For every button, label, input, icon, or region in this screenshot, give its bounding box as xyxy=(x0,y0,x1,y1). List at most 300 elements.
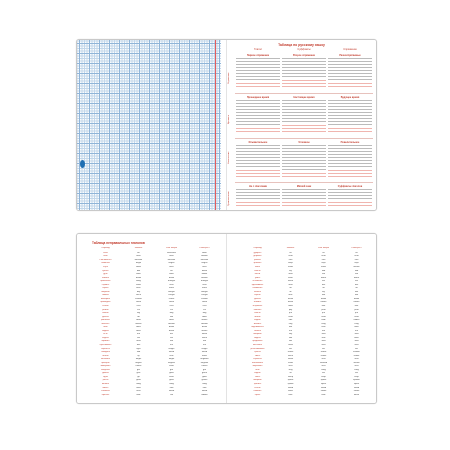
table-cell: говорить xyxy=(253,379,262,382)
verbs-page-right xyxy=(227,234,376,403)
column-header: Participle II xyxy=(199,247,210,249)
table-cell: chose xyxy=(168,297,175,300)
side-label: Времена xyxy=(228,114,230,124)
side-label: Правописание xyxy=(228,191,230,206)
table-cell: сиять xyxy=(254,354,261,357)
table-cell: caught xyxy=(168,294,175,297)
table-cell: рисовать xyxy=(101,319,110,322)
table-cell: dreamt xyxy=(168,322,175,325)
cell-heading: Настоящее время xyxy=(293,96,315,99)
table-cell: led xyxy=(322,273,325,276)
table-cell: gone xyxy=(202,375,207,378)
table-cell: forgive xyxy=(135,361,142,364)
table-cell: spend xyxy=(287,383,294,385)
table-cell: shaken xyxy=(353,351,360,354)
table-row xyxy=(89,393,221,397)
table-cell: плавать xyxy=(253,390,262,393)
table-cell: rung xyxy=(354,322,359,325)
table-cell: put xyxy=(289,312,292,315)
table-cell: петь xyxy=(255,368,260,371)
table-header xyxy=(89,247,221,251)
table-cell: выбирать xyxy=(100,297,111,300)
cell-heading: Изъявительное xyxy=(248,141,268,144)
table-cell: burnt xyxy=(169,287,174,290)
table-cell: let xyxy=(322,287,325,290)
table-cell: ломать xyxy=(102,276,109,279)
table-cell: lay xyxy=(289,269,292,272)
table-cell: laid xyxy=(354,269,359,272)
table-cell: made xyxy=(320,297,327,300)
table-cell: shook xyxy=(320,351,327,354)
table-cell: rang xyxy=(321,322,326,325)
table-cell xyxy=(236,185,280,209)
table-cell: делать xyxy=(254,297,261,300)
table-cell: had xyxy=(169,386,174,389)
table-cell: cut xyxy=(137,308,140,311)
table-cell: закрывать xyxy=(252,365,263,368)
column-head: Глагол xyxy=(253,48,262,51)
table-cell: feed xyxy=(136,340,141,343)
table-cell: eat xyxy=(137,333,140,336)
table-cell: начинать xyxy=(101,262,110,265)
table-cell: said xyxy=(354,333,359,336)
table-cell: bought xyxy=(168,290,175,293)
table-cell: did xyxy=(170,315,173,318)
cell-heading: Разноспрягаемые xyxy=(339,54,361,57)
table-cell: held xyxy=(321,255,326,258)
table-cell: got xyxy=(170,368,173,371)
table-cell: heard xyxy=(168,390,175,393)
table-cell: know xyxy=(288,265,293,268)
table-cell: прощать xyxy=(101,361,110,364)
table-cell: ridden xyxy=(353,319,360,322)
table-cell: held xyxy=(354,255,359,258)
notebook-spread-table xyxy=(76,233,377,404)
table-cell: become xyxy=(134,258,143,261)
table-cell: fought xyxy=(168,347,175,350)
table-cell: сидеть xyxy=(254,372,261,375)
table-cell: felt xyxy=(170,343,173,346)
brand-logo-icon xyxy=(80,160,85,168)
table-cell: forgiven xyxy=(200,361,209,364)
table-cell: taken xyxy=(353,393,360,396)
table-cell: broke xyxy=(168,276,175,279)
column-head: Суффиксы xyxy=(297,48,311,51)
cell-heading: Второе спряжение xyxy=(292,54,316,57)
table-cell: read xyxy=(354,315,359,318)
table-cell: drew xyxy=(169,319,174,322)
table-cell: иметь xyxy=(102,386,109,389)
table-cell: lend xyxy=(288,283,293,286)
table-cell: расти xyxy=(102,379,109,382)
table-cell: frozen xyxy=(201,365,208,368)
table-cell: hidden xyxy=(201,393,208,396)
table-cell: met xyxy=(321,304,326,307)
table-cell: устанавливать xyxy=(250,347,265,350)
table-cell: draw xyxy=(136,319,141,322)
table-cell: cut xyxy=(170,308,173,311)
table-cell: позволять xyxy=(252,287,263,290)
side-label: Наклонения xyxy=(228,151,230,164)
table-cell: built xyxy=(202,283,207,286)
reference-column-heads xyxy=(235,48,374,52)
table-cell: shot xyxy=(354,358,359,361)
table-cell: made xyxy=(353,297,360,300)
table-cell: приносить xyxy=(100,280,111,283)
table-cell: said xyxy=(321,333,326,336)
table-cell: sung xyxy=(354,368,359,371)
cell-heading: Условное xyxy=(298,141,310,144)
table-cell: give xyxy=(136,372,141,375)
table-cell: cost xyxy=(202,304,207,307)
table-cell xyxy=(282,96,326,136)
table-cell: копать xyxy=(102,312,109,315)
table-cell: lain xyxy=(354,290,359,293)
table-cell: sleep xyxy=(288,375,293,378)
table-cell: seen xyxy=(354,336,359,339)
table-cell: found xyxy=(201,351,208,354)
table-cell: hung xyxy=(202,383,207,385)
table-cell: забывать xyxy=(100,358,111,361)
table-cell: see xyxy=(288,336,293,339)
table-cell: left xyxy=(355,280,358,283)
table-cell: spoken xyxy=(353,379,360,382)
table-cell: find xyxy=(136,351,141,354)
table-cell: send xyxy=(288,343,293,346)
table-cell: sell xyxy=(288,340,293,343)
table-cell: saw xyxy=(321,336,326,339)
table-cell: come xyxy=(201,301,208,304)
table-cell: kept xyxy=(354,262,359,265)
table-cell: спать xyxy=(254,375,261,378)
table-cell: давать xyxy=(102,372,109,375)
table-cell: come xyxy=(135,301,142,304)
table-cell: гореть xyxy=(102,287,109,290)
table-cell: dig xyxy=(137,312,140,315)
table-cell: стрелять xyxy=(253,358,262,361)
table-cell: brought xyxy=(167,280,176,283)
table-cell: слышать xyxy=(101,390,110,393)
table-cell: burn xyxy=(136,287,141,290)
table-cell: chosen xyxy=(201,297,208,300)
cell-heading: Суффиксы глаголов xyxy=(337,185,363,188)
table-cell: felt xyxy=(203,343,206,346)
table-cell: drove xyxy=(168,329,175,332)
table-cell: shone xyxy=(320,354,327,357)
table-cell: led xyxy=(355,273,358,276)
table-cell xyxy=(282,185,326,209)
table-cell: bent xyxy=(202,265,207,268)
table-cell: make xyxy=(287,297,294,300)
table-cell: lent xyxy=(321,283,326,286)
table-cell: кусать xyxy=(102,269,109,272)
table-cell: класть xyxy=(254,269,261,272)
table-cell: sit xyxy=(289,372,292,375)
table-cell: cost xyxy=(136,304,141,307)
column-header: Past Simple xyxy=(317,247,330,249)
table-cell: beat xyxy=(136,255,141,258)
table-cell: hang xyxy=(136,383,141,385)
table-cell: лежать xyxy=(254,290,261,293)
table-cell: sold xyxy=(321,340,326,343)
table-cell: drive xyxy=(136,329,141,332)
table-cell: paid xyxy=(354,308,359,311)
table-cell: fallen xyxy=(202,336,207,339)
table-cell: bend xyxy=(136,265,141,268)
table-cell: drink xyxy=(136,326,141,329)
table-cell: shine xyxy=(288,354,293,357)
table-cell: вешать xyxy=(101,383,110,385)
table-cell: set xyxy=(289,347,292,350)
table-cell: drank xyxy=(168,326,175,329)
table-cell: держать xyxy=(253,255,262,258)
table-cell: run xyxy=(288,329,292,332)
table-cell: sent xyxy=(321,343,326,346)
table-cell: read xyxy=(288,315,293,318)
table-cell: bring xyxy=(136,280,141,283)
table-cell: есть xyxy=(103,333,108,336)
cell-heading: Будущее время xyxy=(340,96,360,99)
table-cell: терять xyxy=(254,294,261,297)
table-cell: leave xyxy=(288,280,293,283)
table-cell: fly xyxy=(137,354,140,357)
table-cell: forget xyxy=(135,358,142,361)
table-cell: slept xyxy=(321,375,326,378)
table-cell: drawn xyxy=(201,319,208,322)
table-cell: went xyxy=(169,375,174,378)
table-cell: значить xyxy=(253,301,262,304)
table-cell: swam xyxy=(320,390,327,393)
table-cell: build xyxy=(136,283,141,286)
table-cell: shut xyxy=(354,365,359,368)
table-cell: pay xyxy=(288,308,293,311)
table-cell: ездить xyxy=(254,319,261,322)
table-cell: choose xyxy=(135,297,142,300)
table-cell: grew xyxy=(169,379,174,382)
table-cell: ride xyxy=(288,319,293,322)
table-cell: driven xyxy=(201,329,208,332)
table-cell: замерзать xyxy=(100,365,111,368)
table-cell: одалживать xyxy=(251,283,264,286)
table-cell: keep xyxy=(288,262,293,265)
column-header: Перевод xyxy=(253,247,262,249)
table-cell: подниматься xyxy=(251,326,264,329)
cell-heading: Не с глаголами xyxy=(249,185,267,188)
table-cell: чувствовать xyxy=(99,343,112,346)
table-cell: fight xyxy=(136,347,141,350)
table-cell: бежать xyxy=(254,329,261,332)
table-cell: lay xyxy=(322,290,325,293)
table-header xyxy=(241,247,373,251)
table-cell: cut xyxy=(203,308,206,311)
table-cell: видеть xyxy=(254,336,261,339)
cell-heading: Мягкий знак xyxy=(296,185,312,188)
table-cell: bitten xyxy=(201,269,208,272)
table-cell: приходить xyxy=(100,301,111,304)
table-cell: put xyxy=(322,312,325,315)
column-header: Перевод xyxy=(101,247,110,249)
table-cell: быть xyxy=(103,251,108,254)
table-cell: showed xyxy=(319,361,328,364)
table-cell: beat xyxy=(169,255,174,258)
table-cell: let xyxy=(289,287,292,290)
table-cell: caught xyxy=(201,294,208,297)
table-cell: класть xyxy=(254,312,261,315)
table-cell: покупать xyxy=(101,290,110,293)
table-cell: spent xyxy=(353,383,360,385)
table-cell: speak xyxy=(287,379,294,382)
table-cell: meant xyxy=(320,301,327,304)
table-cell: dream xyxy=(135,322,142,325)
table-cell: трясти xyxy=(254,351,261,354)
table-cell: говорить xyxy=(253,333,262,336)
table-cell: fed xyxy=(170,340,173,343)
table-cell: брать xyxy=(254,393,261,396)
table-cell: spoke xyxy=(320,379,327,382)
table-cell: ran xyxy=(321,329,325,332)
table-cell: known xyxy=(353,265,360,268)
table-cell: have xyxy=(136,386,141,389)
notebook-spread-grid xyxy=(76,39,377,211)
table-cell: sang xyxy=(321,368,326,371)
column-header: Participle II xyxy=(351,247,362,249)
table-cell: lie xyxy=(289,290,292,293)
table-cell: bit xyxy=(170,269,173,272)
table-cell: звонить xyxy=(253,322,262,325)
table-cell: bought xyxy=(201,290,208,293)
table-cell: shut xyxy=(288,365,293,368)
table-cell: hit xyxy=(289,251,292,254)
table-cell: shake xyxy=(287,351,294,354)
table-cell: had xyxy=(202,386,207,389)
table-cell: left xyxy=(322,280,325,283)
table-cell: lose xyxy=(288,294,293,297)
table-cell: мечтать xyxy=(101,322,110,325)
table-cell: set xyxy=(322,347,325,350)
verbs-title: Таблица неправильных глаголов xyxy=(92,241,145,245)
table-cell: began xyxy=(168,262,175,265)
table-cell: run xyxy=(354,329,358,332)
table-cell: lost xyxy=(321,294,326,297)
reference-page xyxy=(227,40,376,210)
column-header: Infinitive xyxy=(134,247,143,249)
cell-heading: Первое спряжение xyxy=(246,54,270,57)
table-cell: lent xyxy=(354,283,359,286)
table-cell: продавать xyxy=(252,340,263,343)
table-cell: fell xyxy=(170,336,173,339)
table-cell: hit xyxy=(322,251,325,254)
table-cell: идти xyxy=(103,375,108,378)
table-cell: строить xyxy=(101,283,110,286)
table-cell: say xyxy=(288,333,293,336)
verbs-table-right xyxy=(241,247,373,396)
table-cell: hid xyxy=(170,393,173,396)
table-cell: получать xyxy=(101,368,110,371)
table-cell: be xyxy=(137,251,140,254)
table-cell: shut xyxy=(321,365,326,368)
table-cell: flew xyxy=(169,354,174,357)
table-cell: sat xyxy=(322,372,325,375)
table-cell: бить xyxy=(103,255,108,258)
table-cell: mean xyxy=(287,301,294,304)
table-cell: кормить xyxy=(101,340,110,343)
table-cell: ранить xyxy=(254,258,261,261)
table-cell: находить xyxy=(101,351,110,354)
table-cell: hurt xyxy=(321,258,326,261)
reference-title: Таблица по русскому языку xyxy=(278,43,325,47)
table-cell: spent xyxy=(320,383,327,385)
table-cell: freeze xyxy=(135,365,142,368)
table-cell xyxy=(328,96,372,136)
table-cell xyxy=(328,185,372,209)
table-cell: do xyxy=(137,315,140,318)
table-cell xyxy=(236,141,280,179)
table-cell: grow xyxy=(136,379,141,382)
table-cell: broken xyxy=(201,276,208,279)
table-cell: swim xyxy=(288,390,293,393)
column-header: Past Simple xyxy=(165,247,178,249)
table-cell: lost xyxy=(354,294,359,297)
table-cell: sat xyxy=(355,372,358,375)
table-cell: fall xyxy=(137,336,140,339)
table-cell: buy xyxy=(136,290,141,293)
table-cell: catch xyxy=(136,294,141,297)
table-cell xyxy=(328,54,372,90)
table-cell: became xyxy=(167,258,176,261)
table-cell: learnt xyxy=(353,276,360,279)
table-cell: stand xyxy=(287,386,294,389)
table-cell: летать xyxy=(102,354,109,357)
table-cell: вести xyxy=(254,273,261,276)
table-cell: hung xyxy=(169,383,174,385)
table-cell: came xyxy=(168,301,175,304)
table-cell: been xyxy=(202,251,207,254)
column-head: Спряжение xyxy=(343,48,357,51)
table-cell: посылать xyxy=(252,343,263,346)
table-cell: blew xyxy=(169,273,174,276)
table-cell: резать xyxy=(102,308,109,311)
table-cell: meant xyxy=(353,301,360,304)
table-cell: knew xyxy=(321,265,326,268)
table-cell: slept xyxy=(354,375,359,378)
table-cell: begun xyxy=(201,262,208,265)
table-cell: flown xyxy=(202,354,207,357)
table-cell: rose xyxy=(321,326,326,329)
table-cell xyxy=(282,141,326,179)
table-cell: given xyxy=(202,372,207,375)
table-cell: fed xyxy=(203,340,206,343)
side-label: Спряжение xyxy=(228,72,230,84)
table-cell: hide xyxy=(136,393,141,396)
cell-heading: Прошедшее время xyxy=(246,96,270,99)
table-cell: took xyxy=(321,393,326,396)
table-cell: brought xyxy=(200,280,209,283)
table-cell: become xyxy=(200,258,209,261)
table-cell: learn xyxy=(288,276,293,279)
table-cell: go xyxy=(137,375,140,378)
table-cell: set xyxy=(355,347,358,350)
table-cell: показывать xyxy=(251,361,264,364)
table-cell: учить xyxy=(254,276,261,279)
table-cell: swum xyxy=(353,390,360,393)
table-cell: прятать xyxy=(101,393,110,396)
table-cell: стоить xyxy=(102,304,109,307)
grid-page xyxy=(77,40,221,210)
table-cell: hold xyxy=(288,255,293,258)
table-cell: forgot xyxy=(168,358,175,361)
table-cell xyxy=(236,54,280,90)
table-cell xyxy=(328,141,372,179)
